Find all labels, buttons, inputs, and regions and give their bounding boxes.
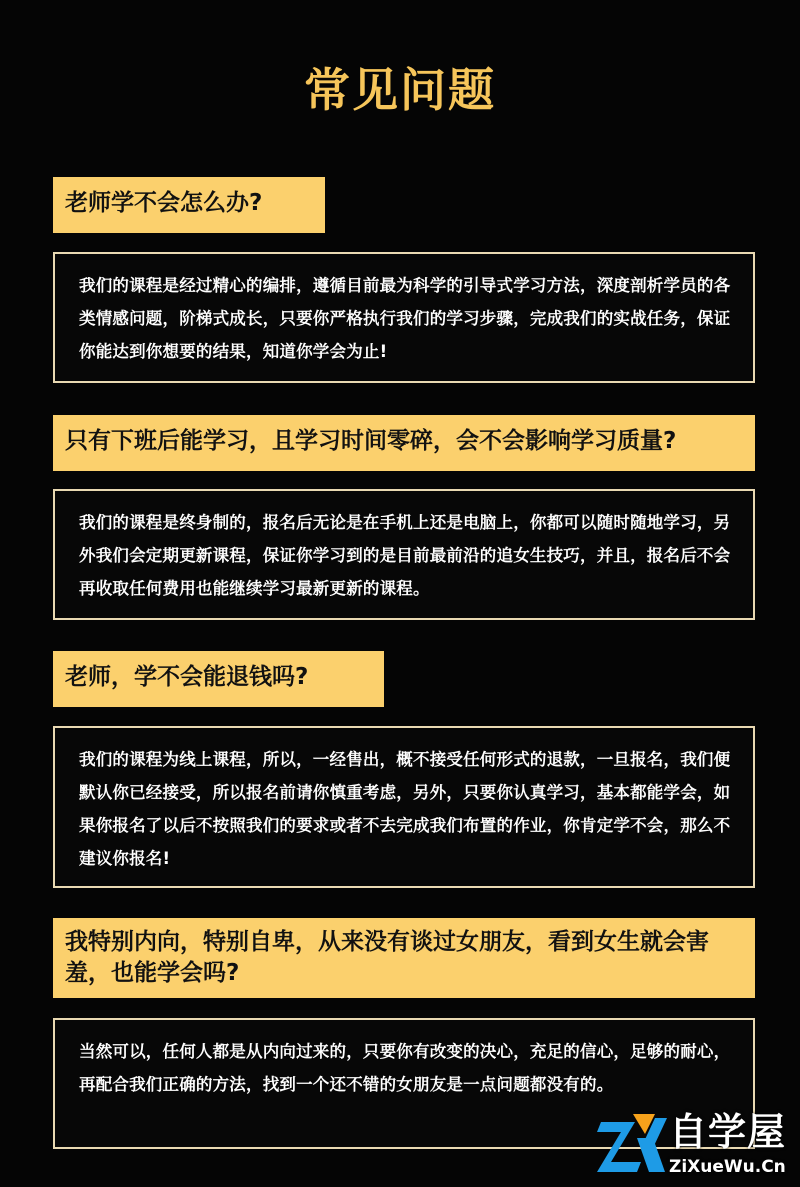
watermark-logo (597, 1108, 797, 1184)
faq-answer-4: 当然可以，任何人都是从内向过来的，只要你有改变的决心，充足的信心，足够的耐心，再配合我们正确的方法，找到一个还不错的女朋友是一点问题都没有的。 (53, 1018, 755, 1149)
watermark-name-en: ZiXueWu.Cn (669, 1157, 786, 1177)
faq-question-3: 老师，学不会能退钱吗? (53, 651, 384, 707)
page-title: 常见问题 (304, 63, 496, 117)
faq-question-4: 我特别内向，特别自卑，从来没有谈过女朋友，看到女生就会害羞，也能学会吗? (53, 918, 755, 998)
watermark-name-cn: 自学屋 (669, 1110, 787, 1154)
faq-question-1: 老师学不会怎么办? (53, 177, 325, 233)
faq-answer-3: 我们的课程为线上课程，所以，一经售出，概不接受任何形式的退款，一旦报名，我们便默认你已经接受，所以报名前请你慎重考虑，另外，只要你认真学习，基本都能学会，如果你报名了以后不按照我们的要求或者不去完成我们布置的作业，你肯定学不会，那么不建议你报名! (53, 726, 755, 888)
faq-question-2: 只有下班后能学习，且学习时间零碎，会不会影响学习质量? (53, 415, 755, 471)
zx-logo-icon (597, 1108, 667, 1174)
faq-answer-1: 我们的课程是经过精心的编排，遵循目前最为科学的引导式学习方法，深度剖析学员的各类情感问题，阶梯式成长，只要你严格执行我们的学习步骤，完成我们的实战任务，保证你能达到你想要的结果，知道你学会为止! (53, 252, 755, 383)
faq-answer-2: 我们的课程是终身制的，报名后无论是在手机上还是电脑上，你都可以随时随地学习，另外我们会定期更新课程，保证你学习到的是目前最前沿的追女生技巧，并且，报名后不会再收取任何费用也能继续学习最新更新的课程。 (53, 489, 755, 620)
